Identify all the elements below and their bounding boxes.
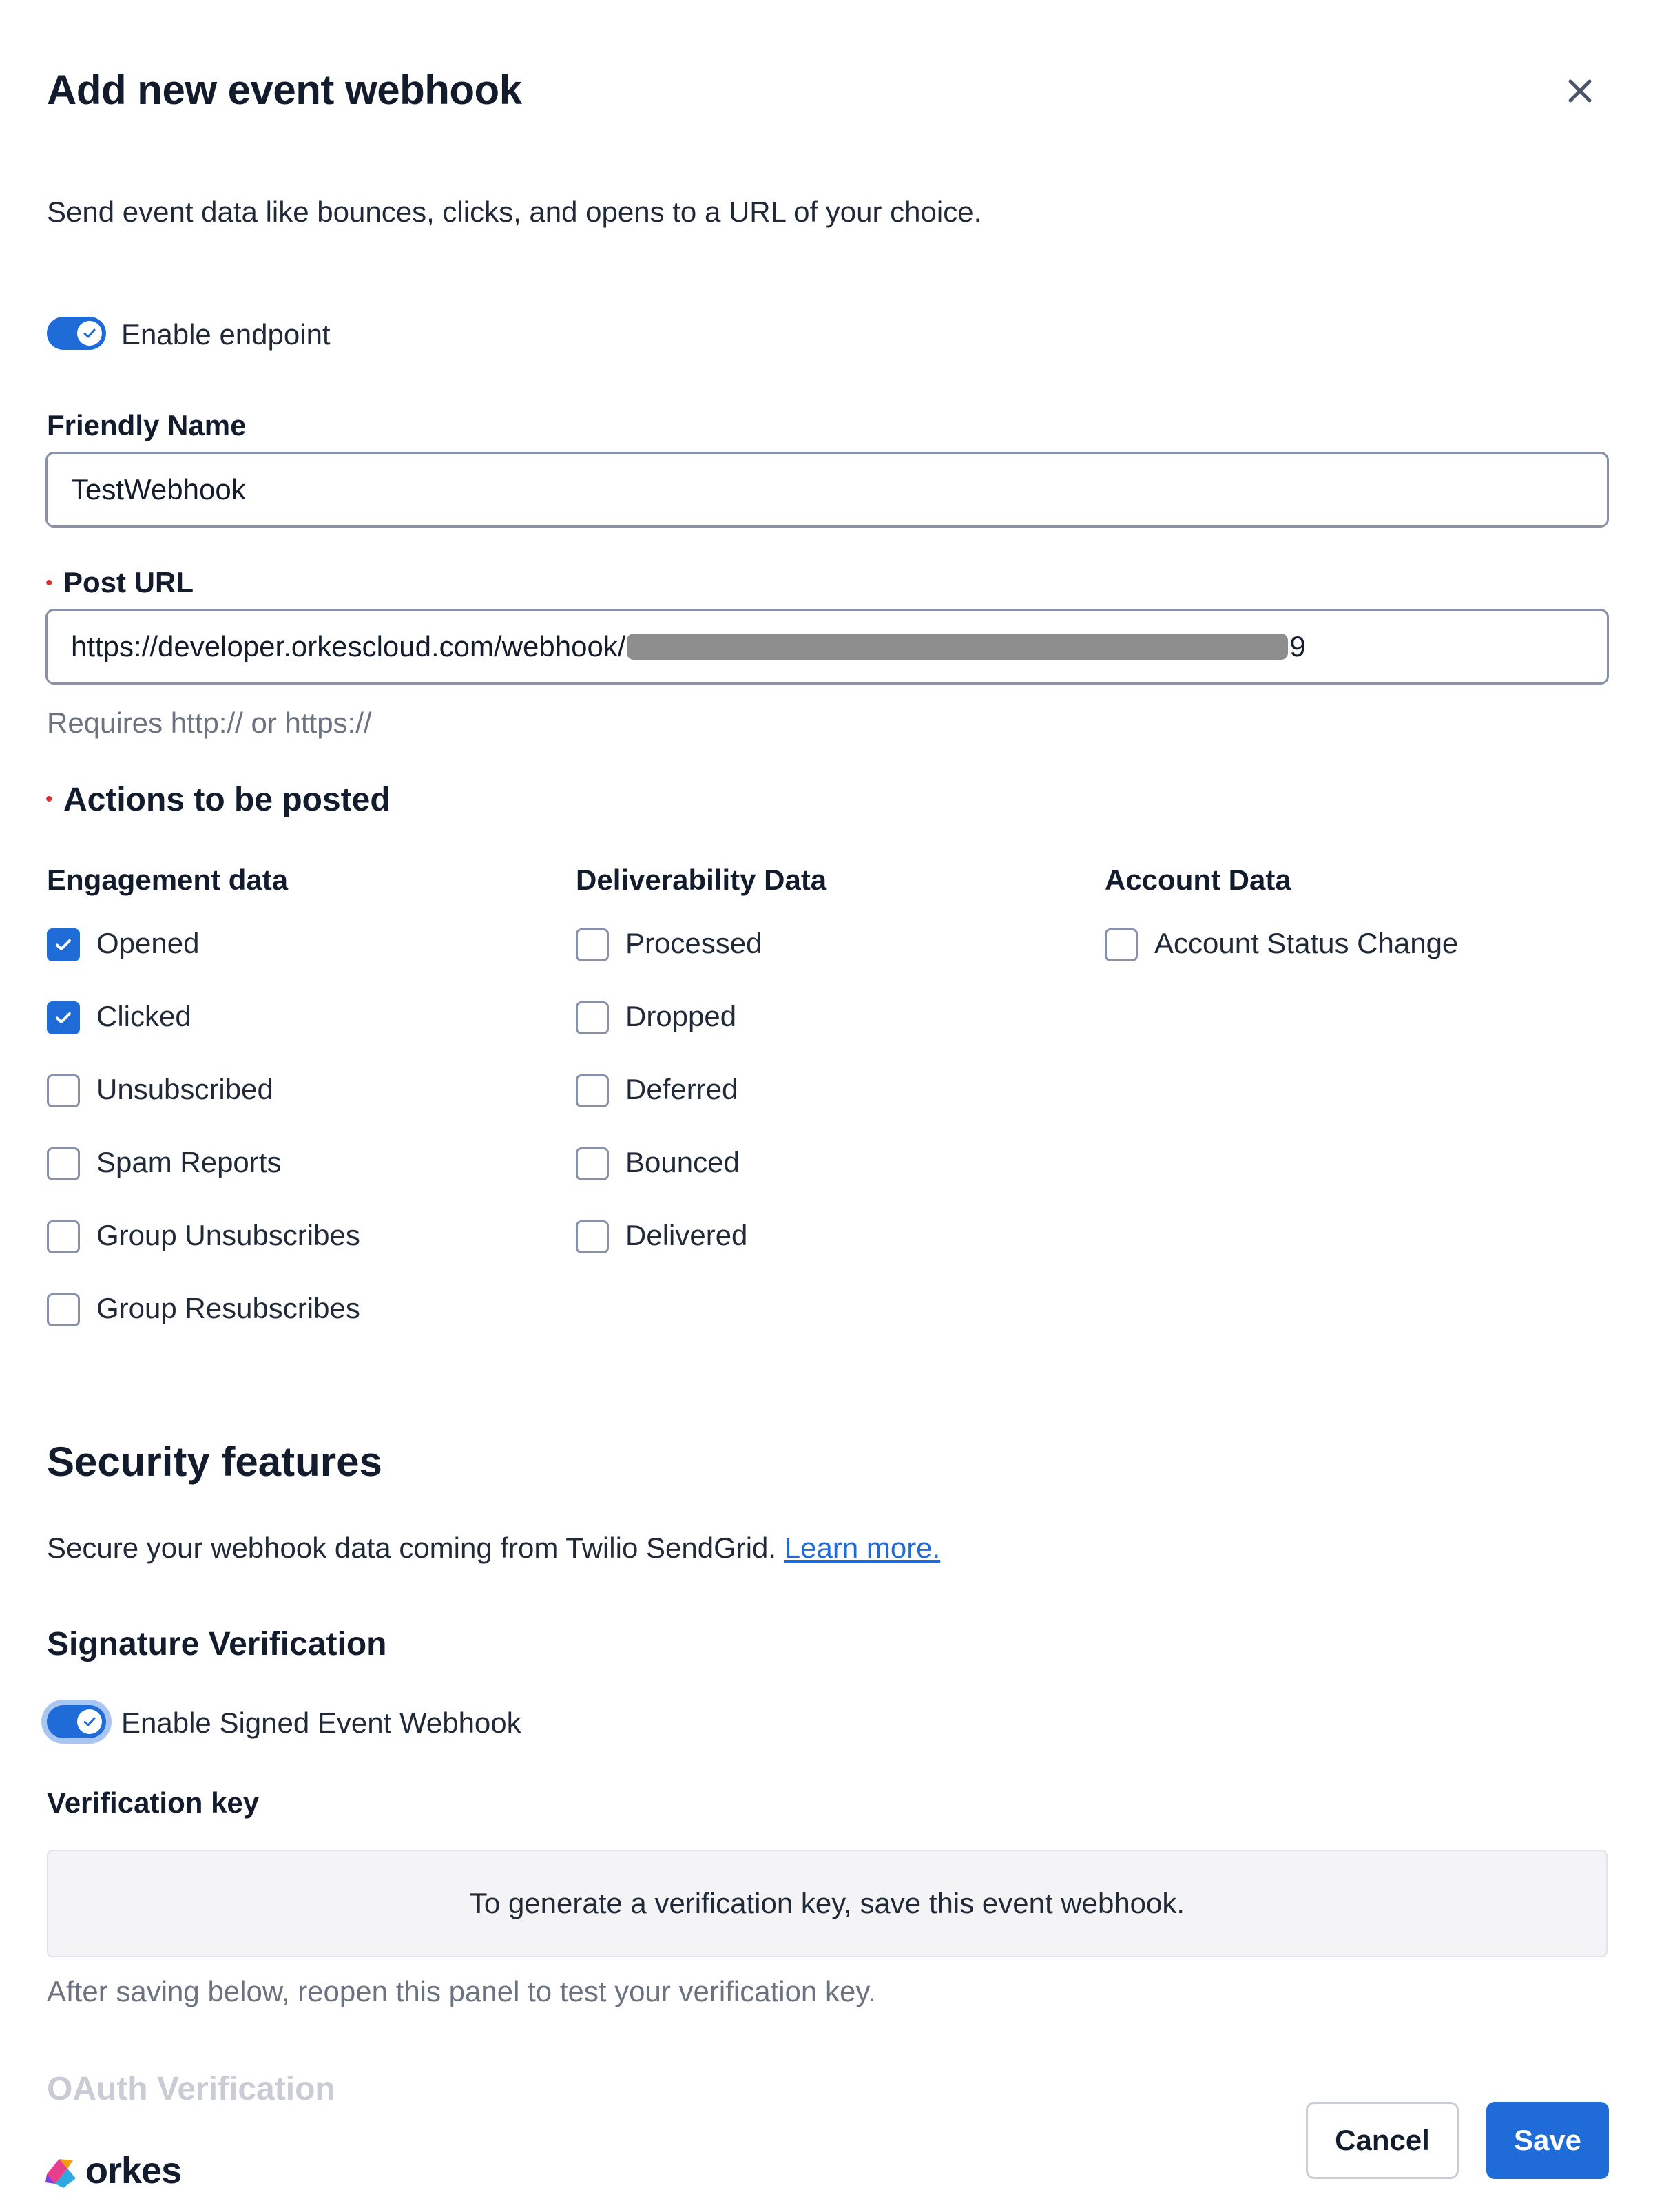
post-url-suffix: 9 [1289, 630, 1306, 662]
checkbox-label: Delivered [625, 1219, 748, 1251]
checkbox-label: Account Status Change [1154, 927, 1459, 959]
close-icon[interactable] [1563, 74, 1597, 107]
checkbox-group-resubscribes[interactable] [47, 1293, 80, 1326]
checkbox-label: Spam Reports [96, 1146, 282, 1178]
checkbox-account-status-change[interactable] [1105, 928, 1138, 961]
check-icon [52, 1007, 74, 1029]
deliverability-data-heading: Deliverability Data [576, 864, 827, 896]
checkbox-unsubscribed[interactable] [47, 1074, 80, 1107]
orkes-logo-icon [40, 2151, 80, 2191]
checkbox-label: Opened [96, 927, 200, 959]
account-data-heading: Account Data [1105, 864, 1291, 896]
learn-more-link[interactable]: Learn more. [784, 1532, 941, 1564]
enable-signed-webhook-toggle[interactable] [47, 1705, 106, 1738]
enable-endpoint-label: Enable endpoint [121, 318, 331, 351]
security-description-text: Secure your webhook data coming from Twilio SendGrid. [47, 1532, 777, 1564]
checkbox-label: Deferred [625, 1073, 738, 1105]
friendly-name-value: TestWebhook [71, 473, 246, 505]
checkbox-clicked[interactable] [47, 1001, 80, 1034]
check-icon [77, 321, 102, 346]
dialog-title: Add new event webhook [47, 67, 522, 113]
checkbox-label: Group Unsubscribes [96, 1219, 360, 1251]
orkes-logo [40, 2150, 181, 2191]
checkbox-label: Group Resubscribes [96, 1292, 360, 1324]
checkbox-label: Clicked [96, 1000, 191, 1032]
verification-key-text: To generate a verification key, save this event webhook. [469, 1887, 1185, 1919]
required-marker: • [45, 572, 53, 594]
actions-label: Actions to be posted [63, 782, 391, 818]
checkbox-processed[interactable] [576, 928, 609, 961]
checkbox-label: Bounced [625, 1146, 740, 1178]
engagement-data-heading: Engagement data [47, 864, 289, 896]
checkbox-delivered[interactable] [576, 1220, 609, 1253]
orkes-logo-text: orkes [85, 2150, 182, 2191]
checkbox-bounced[interactable] [576, 1147, 609, 1180]
checkbox-label: Unsubscribed [96, 1073, 273, 1105]
check-icon [52, 934, 74, 956]
check-icon [77, 1709, 102, 1734]
verification-key-box [47, 1850, 1608, 1957]
signature-verification-title: Signature Verification [47, 1626, 387, 1662]
save-button[interactable]: Save [1486, 2102, 1609, 2179]
friendly-name-input[interactable] [45, 452, 1609, 528]
enable-endpoint-toggle[interactable] [47, 317, 106, 350]
verification-key-help: After saving below, reopen this panel to test your verification key. [47, 1975, 876, 2007]
dialog-description: Send event data like bounces, clicks, and opens to a URL of your choice. [47, 196, 982, 228]
checkbox-label: Dropped [625, 1000, 737, 1032]
security-features-title: Security features [47, 1439, 382, 1485]
checkbox-spam-reports[interactable] [47, 1147, 80, 1180]
checkbox-group-unsubscribes[interactable] [47, 1220, 80, 1253]
cancel-button[interactable]: Cancel [1306, 2102, 1459, 2179]
friendly-name-label: Friendly Name [47, 409, 247, 441]
post-url-label: Post URL [63, 566, 194, 598]
checkbox-label: Processed [625, 927, 762, 959]
post-url-help: Requires http:// or https:// [47, 707, 372, 739]
security-description [47, 1532, 940, 1565]
required-marker: • [45, 788, 53, 811]
redacted-segment [627, 634, 1288, 660]
checkbox-deferred[interactable] [576, 1074, 609, 1107]
checkbox-opened[interactable] [47, 928, 80, 961]
post-url-prefix: https://developer.orkescloud.com/webhook/ [71, 630, 626, 662]
oauth-verification-title: OAuth Verification [47, 2071, 335, 2107]
verification-key-label: Verification key [47, 1786, 260, 1819]
post-url-input[interactable] [45, 609, 1609, 685]
enable-signed-webhook-label: Enable Signed Event Webhook [121, 1707, 521, 1739]
checkbox-dropped[interactable] [576, 1001, 609, 1034]
